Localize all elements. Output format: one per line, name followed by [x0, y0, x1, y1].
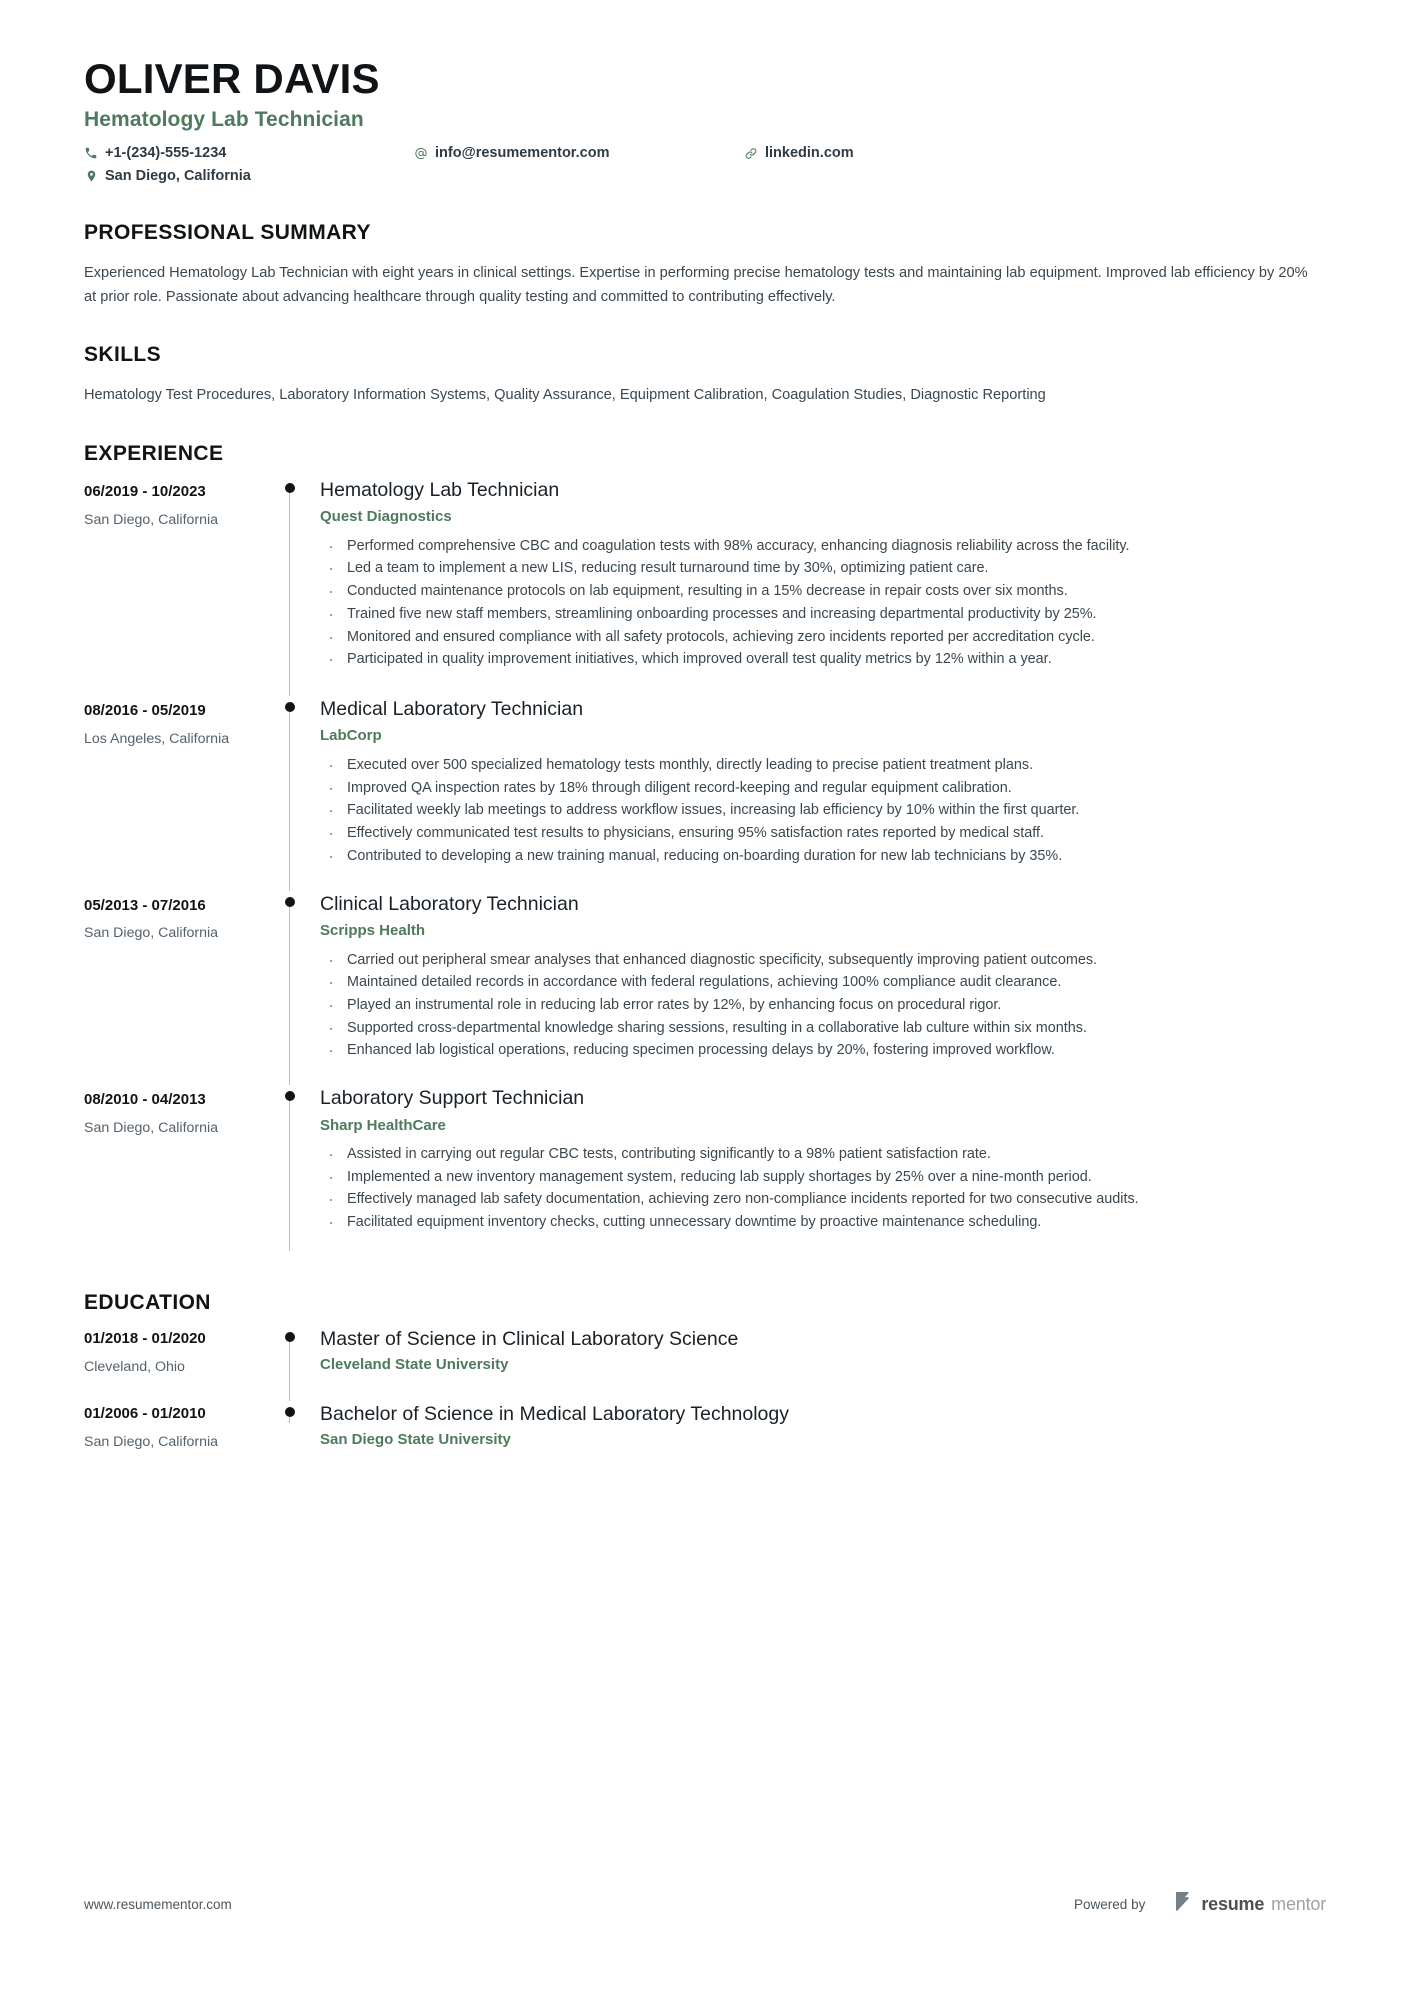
entry-location: Los Angeles, California: [84, 730, 230, 747]
entry-content: [320, 696, 1326, 891]
entry-content: [320, 891, 1326, 1086]
entry-dates: 01/2018 - 01/2020: [84, 1329, 206, 1347]
entry-dates: 08/2016 - 05/2019: [84, 702, 206, 720]
contact-row-secondary: [84, 165, 1044, 187]
section-summary: [84, 221, 1326, 309]
achievement-item: · Improved QA inspection rates by 18% through diligent record-keeping and regular equipment calibration.: [320, 778, 1326, 799]
education-list: [84, 1326, 1326, 1451]
resumementor-mark-icon: [1175, 1891, 1194, 1917]
entry-meta: [84, 477, 274, 696]
section-skills: [84, 343, 1326, 408]
entry-location: Cleveland, Ohio: [84, 1358, 185, 1375]
experience-entry: [84, 891, 1326, 1086]
brand-name-bold: resume: [1201, 1893, 1265, 1914]
achievement-item: · Conducted maintenance protocols on lab equipment, resulting in a 15% decrease in repair costs over six months.: [320, 581, 1326, 602]
degree-title: Master of Science in Clinical Laboratory Science: [320, 1327, 739, 1350]
resume-header: [84, 55, 1326, 187]
achievement-item: · Monitored and ensured compliance with all safety protocols, achieving zero incidents reported per accreditation cycle.: [320, 627, 1326, 648]
location-value: San Diego, California: [105, 167, 251, 184]
timeline-marker: [274, 1326, 320, 1401]
entry-meta: [84, 1401, 274, 1451]
phone-icon: [84, 146, 98, 160]
timeline-marker: [274, 477, 320, 696]
achievement-item: · Contributed to developing a new training manual, reducing on-boarding duration for new lab technicians by 35%.: [320, 846, 1326, 867]
timeline-marker: [274, 696, 320, 891]
company-name: Quest Diagnostics: [320, 508, 452, 526]
achievement-item: · Effectively communicated test results to physicians, ensuring 95% satisfaction rates reported by medical staff.: [320, 823, 1326, 844]
achievement-item: · Facilitated equipment inventory checks, cutting unnecessary downtime by proactive maintenance scheduling.: [320, 1212, 1326, 1233]
achievement-item: · Facilitated weekly lab meetings to address workflow issues, increasing lab efficiency by 10% within the first quarter.: [320, 800, 1326, 821]
education-entry: [84, 1326, 1326, 1401]
achievement-item: · Carried out peripheral smear analyses that enhanced diagnostic specificity, subsequently improving patient outcomes.: [320, 950, 1326, 971]
link-value: linkedin.com: [765, 145, 854, 162]
achievement-list: [320, 950, 1326, 1062]
company-name: Scripps Health: [320, 922, 426, 939]
education-title: EDUCATION: [84, 1290, 211, 1314]
achievement-item: · Played an instrumental role in reducing lab error rates by 12%, by enhancing focus on procedural rigor.: [320, 995, 1326, 1016]
company-name: LabCorp: [320, 727, 382, 745]
summary-text: Experienced Hematology Lab Technician with eight years in clinical settings. Expertise in performing precise hematology tests and maintaining lab equipment. Improved lab efficiency by 20% at prior role. Passionate about advancing healthcare through quality testing and committed to contributing effectively.: [84, 264, 1308, 305]
entry-location: San Diego, California: [84, 1119, 219, 1136]
school-name: Cleveland State University: [320, 1356, 509, 1374]
timeline-marker: [274, 891, 320, 1086]
entry-dates: 06/2019 - 10/2023: [84, 482, 206, 500]
email-value: info@resumementor.com: [435, 145, 610, 162]
contact-email[interactable]: [414, 142, 744, 164]
entry-location: San Diego, California: [84, 511, 219, 528]
achievement-item: · Enhanced lab logistical operations, reducing specimen processing delays by 20%, fostering improved workflow.: [320, 1040, 1326, 1061]
achievement-item: · Executed over 500 specialized hematology tests monthly, directly leading to precise patient treatment plans.: [320, 755, 1326, 776]
entry-location: San Diego, California: [84, 925, 219, 942]
entry-dates: 05/2013 - 07/2016: [84, 896, 206, 914]
achievement-list: [320, 1144, 1326, 1233]
link-icon: [744, 146, 758, 160]
page-footer: [84, 1891, 1326, 1917]
achievement-item: · Maintained detailed records in accordance with federal regulations, achieving 100% compliance audit clearance.: [320, 972, 1326, 993]
map-pin-icon: [84, 169, 98, 183]
footer-website[interactable]: www.resumementor.com: [84, 1896, 232, 1912]
achievement-item: · Effectively managed lab safety documentation, achieving zero non-compliance incidents reported for two consecutive audits.: [320, 1189, 1326, 1210]
contact-row-primary: [84, 142, 1044, 164]
company-name: Sharp HealthCare: [320, 1116, 446, 1134]
achievement-item: · Performed comprehensive CBC and coagulation tests with 98% accuracy, enhancing diagnosis reliability across the facility.: [320, 536, 1326, 557]
degree-title: Bachelor of Science in Medical Laboratory Technology: [320, 1402, 789, 1425]
entry-content: [320, 477, 1326, 696]
contact-link[interactable]: [744, 142, 854, 164]
entry-meta: [84, 1085, 274, 1257]
job-title: Hematology Lab Technician: [320, 478, 560, 501]
resumementor-logo: [1175, 1891, 1326, 1917]
education-entry: [84, 1401, 1326, 1451]
brand-name-light: mentor: [1271, 1893, 1326, 1914]
timeline-marker: [274, 1085, 320, 1257]
achievement-item: · Participated in quality improvement initiatives, which improved overall test quality metrics by 12% within a year.: [320, 649, 1326, 670]
section-experience: [84, 442, 1326, 1257]
entry-meta: [84, 1326, 274, 1401]
achievement-item: · Implemented a new inventory management system, reducing lab supply shortages by 25% over a nine-month period.: [320, 1167, 1326, 1188]
achievement-item: · Supported cross-departmental knowledge sharing sessions, resulting in a collaborative lab culture within six months.: [320, 1018, 1326, 1039]
experience-title: EXPERIENCE: [84, 441, 224, 465]
entry-dates: 01/2006 - 01/2010: [84, 1404, 206, 1422]
skills-text: Hematology Test Procedures, Laboratory Information Systems, Quality Assurance, Equipment Calibration, Coagulation Studies, Diagnostic Reporting: [84, 387, 1046, 404]
summary-title: PROFESSIONAL SUMMARY: [84, 220, 371, 244]
achievement-item: · Led a team to implement a new LIS, reducing result turnaround time by 30%, optimizing patient care.: [320, 558, 1326, 579]
achievement-list: [320, 536, 1326, 670]
experience-entry: [84, 477, 1326, 696]
experience-entry: [84, 696, 1326, 891]
experience-entry: [84, 1085, 1326, 1257]
job-title: Medical Laboratory Technician: [320, 698, 584, 721]
job-title: Laboratory Support Technician: [320, 1087, 585, 1110]
entry-content: [320, 1401, 1326, 1451]
at-sign-icon: [414, 146, 428, 160]
phone-value: +1-(234)-555-1234: [105, 145, 227, 162]
achievement-item: · Trained five new staff members, streamlining onboarding processes and increasing departmental productivity by 25%.: [320, 604, 1326, 625]
achievement-list: [320, 755, 1326, 867]
section-education: [84, 1291, 1326, 1451]
entry-content: [320, 1085, 1326, 1257]
achievement-item: · Assisted in carrying out regular CBC tests, contributing significantly to a 98% patient satisfaction rate.: [320, 1144, 1326, 1165]
entry-dates: 08/2010 - 04/2013: [84, 1091, 206, 1109]
entry-meta: [84, 891, 274, 1086]
candidate-headline: Hematology Lab Technician: [84, 108, 364, 132]
contact-location: [84, 165, 414, 187]
contact-phone[interactable]: [84, 142, 414, 164]
powered-by-label: Powered by: [1074, 1896, 1146, 1912]
experience-list: [84, 477, 1326, 1257]
contact-info: [84, 142, 1044, 187]
school-name: San Diego State University: [320, 1431, 511, 1449]
timeline-marker: [274, 1401, 320, 1451]
entry-location: San Diego, California: [84, 1433, 219, 1450]
candidate-name: OLIVER DAVIS: [84, 55, 380, 102]
footer-branding: [1074, 1891, 1326, 1917]
job-title: Clinical Laboratory Technician: [320, 892, 579, 915]
skills-title: SKILLS: [84, 343, 162, 367]
entry-meta: [84, 696, 274, 891]
entry-content: [320, 1326, 1326, 1401]
